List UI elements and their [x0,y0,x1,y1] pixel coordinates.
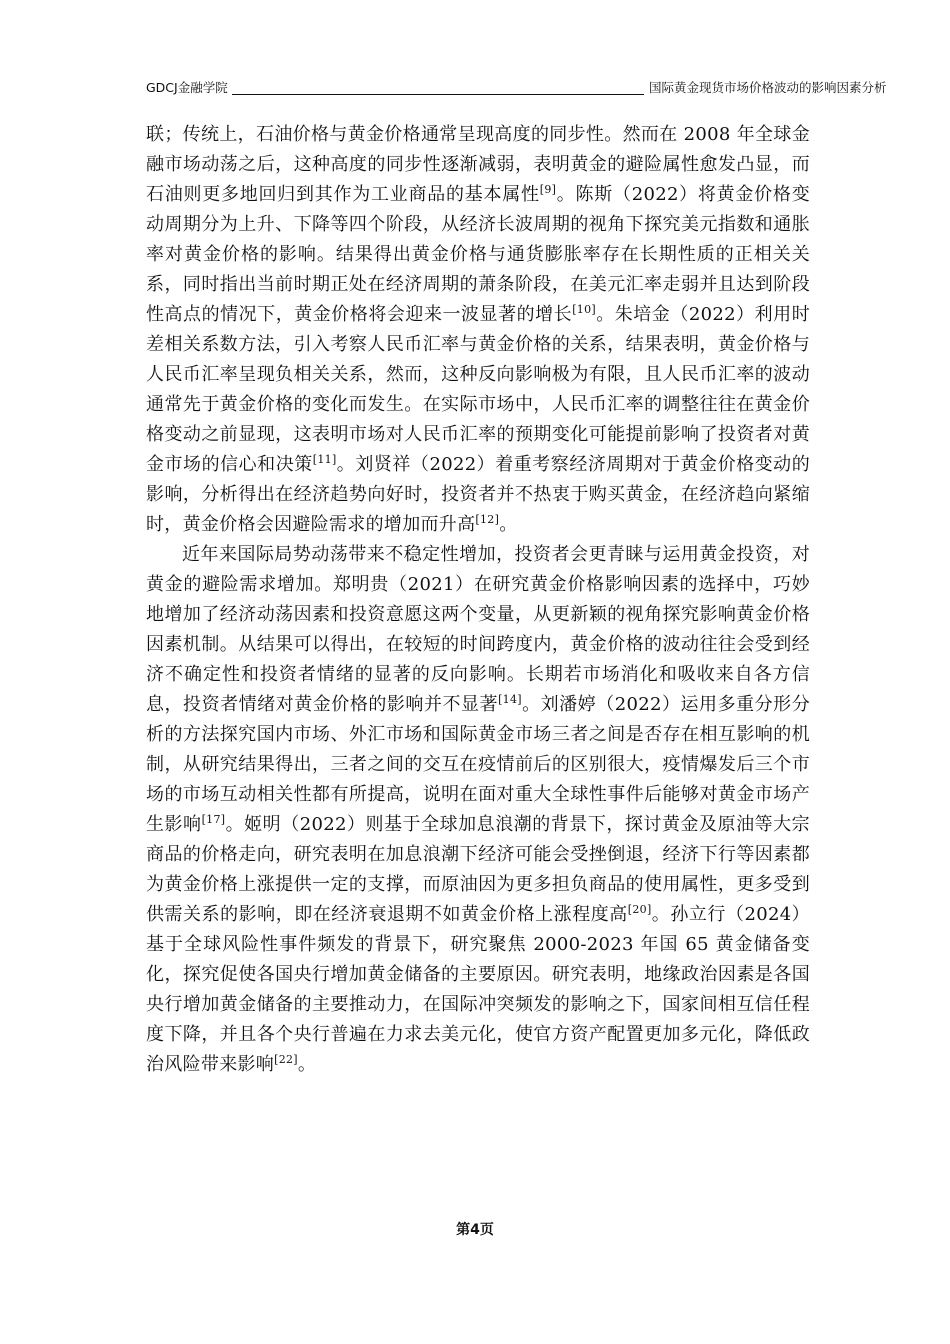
citation-ref: [17] [201,813,226,826]
citation-ref: [9] [539,183,557,196]
header-title: 国际黄金现货市场价格波动的影响因素分析 [649,80,887,95]
header-institution: GDCJ金融学院 [146,80,228,95]
header-rule [232,94,644,95]
paragraph [146,120,810,540]
text-segment: 。刘贤祥（2022）着重考察经济周期对于黄金价格变动的影响，分析得出在经济趋势向好时，投资者并不热衷于购买黄金，在经济趋向紧缩时，黄金价格会因避险需求的增加而升高 [146,454,811,535]
text-segment: 。朱培金（2022）利用时差相关系数方法，引入考察人民币汇率与黄金价格的关系，结果表明，黄金价格与人民币汇率呈现负相关关系，然而，这种反向影响极为有限，且人民币汇率的波动通常先于黄金价格的变化而发生。在实际市场中，人民币汇率的调整往往在黄金价格变动之前显现，这表明市场对人民币汇率的预期变化可能提前影响了投资者对黄金市场的信心和决策 [146,304,810,475]
text-segment: 联；传统上，石油价格与黄金价格通常呈现高度的同步性。然而在 2008 年全球金融市场动荡之后，这种高度的同步性逐渐减弱，表明黄金的避险属性愈发凸显，而石油则更多地回归到其作为工业商品的基本属性 [146,124,810,205]
page-number: 第4页 [456,1222,494,1238]
text-segment: 。刘潘婷（2022）运用多重分形分析的方法探究国内市场、外汇市场和国际黄金市场三者之间是否存在相互影响的机制，从研究结果得出，三者之间的交互在疫情前后的区别很大，疫情爆发后三个市场的市场互动相关性都有所提高，说明在面对重大全球性事件后能够对黄金市场产生影响 [146,694,810,835]
citation-ref: [10] [572,303,596,316]
text-segment: 。姬明（2022）则基于全球加息浪潮的背景下，探讨黄金及原油等大宗商品的价格走向，研究表明在加息浪潮下经济可能会受挫倒退，经济下行等因素都为黄金价格上涨提供一定的支撑，而原油因为更多担负商品的使用属性，更多受到供需关系的影响，即在经济衰退期不如黄金价格上涨程度高 [146,814,810,925]
text-segment: 。孙立行（2024）基于全球风险性事件频发的背景下，研究聚焦 2000-2023 年国 65 黄金储备变化，探究促使各国央行增加黄金储备的主要原因。研究表明，地缘政治因素是各国央行增加黄金储备的主要推动力，在国际冲突频发的影响之下，国家间相互信任程度下降，并且各个央行普遍在力求去美元化，使官方资产配置更加多元化，降低政治风险带来影响 [146,904,810,1075]
text-segment: 。 [297,1054,317,1075]
text-segment: 。陈斯（2022）将黄金价格变动周期分为上升、下降等四个阶段，从经济长波周期的视角下探究美元指数和通胀率对黄金价格的影响。结果得出黄金价格与通货膨胀率存在长期性质的正相关关系，同时指出当前时期正处在经济周期的萧条阶段，在美元汇率走弱并且达到阶段性高点的情况下，黄金价格将会迎来一波显著的增长 [146,184,810,325]
page-header [146,79,887,99]
citation-ref: [12] [475,513,500,526]
text-segment: 近年来国际局势动荡带来不稳定性增加，投资者会更青睐与运用黄金投资，对黄金的避险需求增加。郑明贵（2021）在研究黄金价格影响因素的选择中，巧妙地增加了经济动荡因素和投资意愿这两个变量，从更新颖的视角探究影响黄金价格因素机制。从结果可以得出，在较短的时间跨度内，黄金价格的波动往往会受到经济不确定性和投资者情绪的显著的反向影响。长期若市场消化和吸收来自各方信息，投资者情绪对黄金价格的影响并不显著 [146,544,810,715]
citation-ref: [14] [498,693,522,706]
paragraph [146,540,810,1080]
citation-ref: [20] [627,903,652,916]
citation-ref: [22] [274,1053,298,1066]
body-text [146,120,810,1080]
citation-ref: [11] [312,453,337,466]
text-segment: 。 [499,514,518,535]
